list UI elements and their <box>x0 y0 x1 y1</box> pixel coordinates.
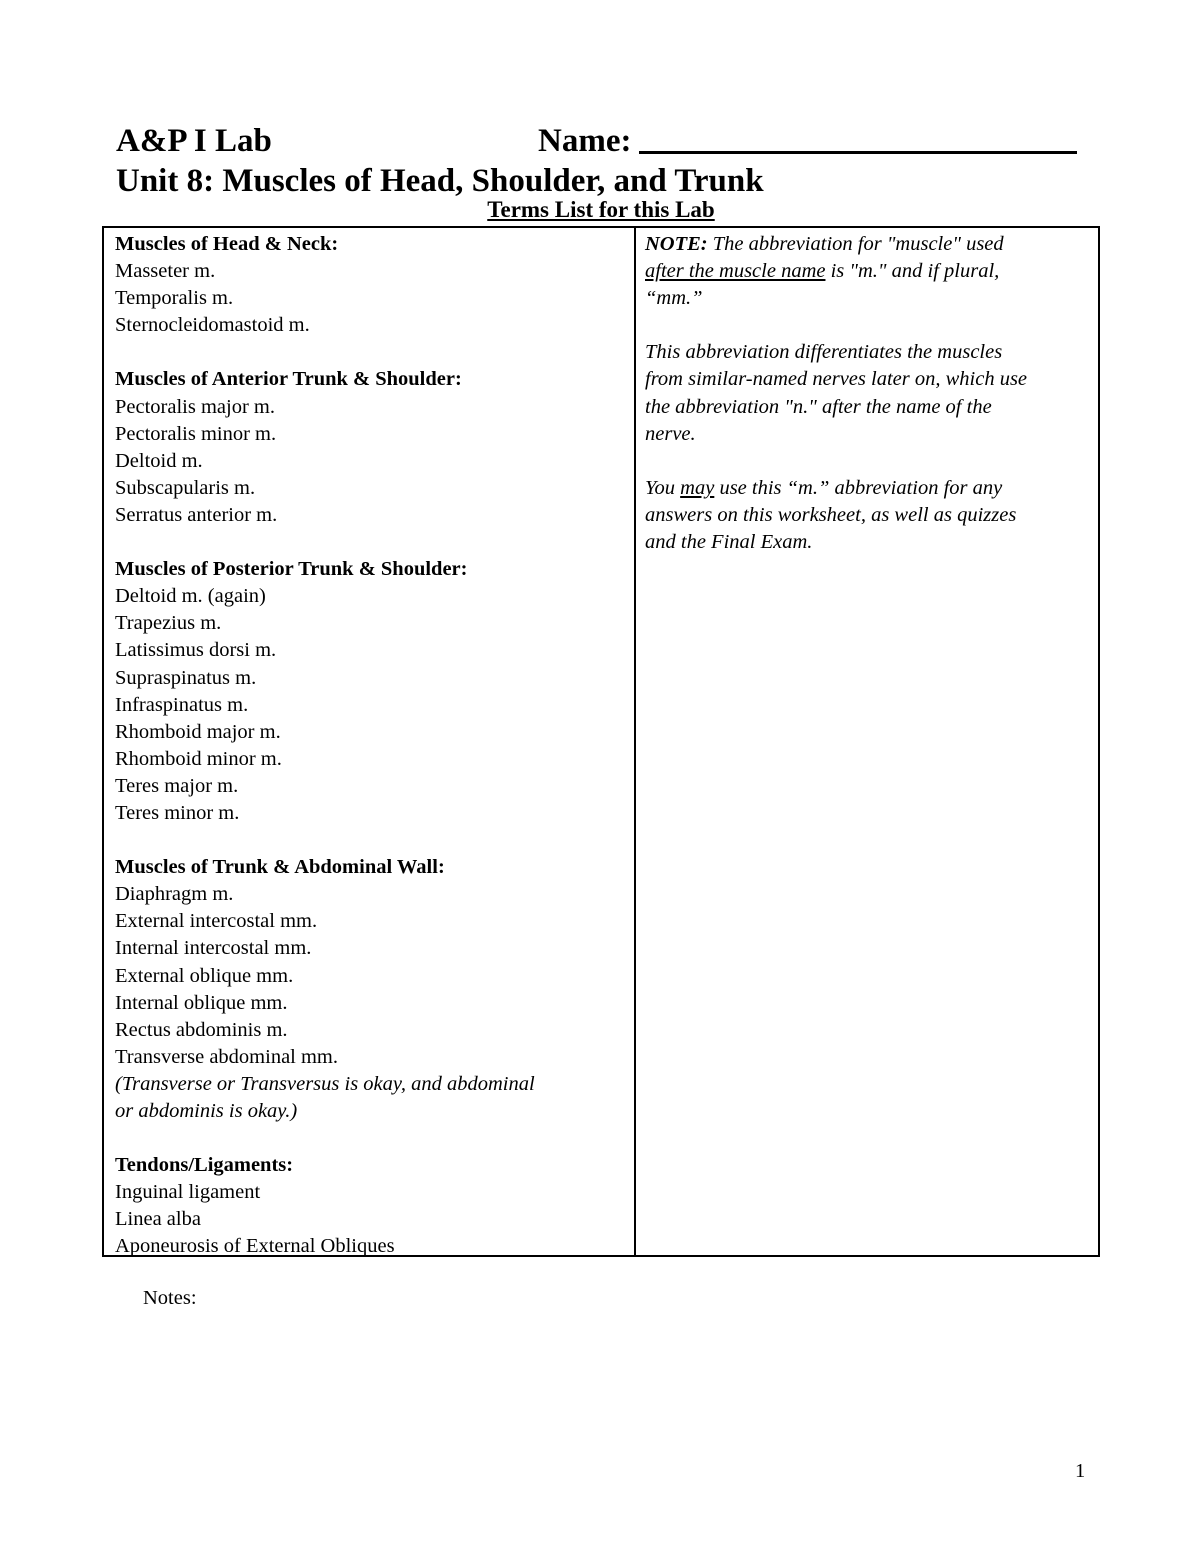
term-item: Teres major m. <box>115 774 239 797</box>
note-underlined-text: may <box>680 476 715 499</box>
term-item: Trapezius m. <box>115 612 222 635</box>
note-column <box>636 228 1098 1255</box>
term-item: Temporalis m. <box>115 287 234 310</box>
term-item: Latissimus dorsi m. <box>115 639 277 662</box>
note-text: is "m." and if plural, <box>825 260 1000 283</box>
terms-column <box>104 228 636 1258</box>
term-item: Linea alba <box>115 1208 201 1231</box>
term-item: Aponeurosis of External Obliques <box>115 1235 395 1258</box>
term-item: Rhomboid major m. <box>115 720 281 743</box>
term-item: Masseter m. <box>115 260 216 283</box>
note-line: and the Final Exam. <box>645 531 813 554</box>
term-item: External oblique mm. <box>115 964 294 987</box>
note-line: the abbreviation "n." after the name of the <box>645 395 992 418</box>
term-item: Pectoralis major m. <box>115 395 275 418</box>
note-line <box>645 231 1090 258</box>
spacer <box>115 827 624 854</box>
section-title: Muscles of Head & Neck: <box>115 233 339 255</box>
term-item: Deltoid m. <box>115 449 203 472</box>
term-item: Supraspinatus m. <box>115 666 257 689</box>
term-item: Internal intercostal mm. <box>115 937 312 960</box>
note-line: “mm.” <box>645 287 703 310</box>
name-blank-line[interactable] <box>639 121 1077 154</box>
note-underlined-text: after the muscle name <box>645 260 826 283</box>
term-note: (Transverse or Transversus is okay, and abdominal <box>115 1072 535 1095</box>
page-header <box>116 112 1096 200</box>
term-item: Sternocleidomastoid m. <box>115 314 310 337</box>
term-note: or abdominis is okay.) <box>115 1100 298 1122</box>
course-title: A&P I Lab <box>116 123 272 159</box>
header-row <box>116 112 1096 160</box>
term-item: Diaphragm m. <box>115 883 234 906</box>
section-title: Muscles of Trunk & Abdominal Wall: <box>115 856 445 879</box>
note-line: answers on this worksheet, as well as quizzes <box>645 503 1017 526</box>
term-item: Internal oblique mm. <box>115 991 288 1014</box>
spacer <box>115 529 624 556</box>
note-line: nerve. <box>645 422 696 445</box>
note-bold-label: NOTE: <box>645 233 708 255</box>
section-title: Muscles of Posterior Trunk & Shoulder: <box>115 558 468 581</box>
terms-heading: Terms List for this Lab <box>487 197 715 222</box>
terms-table <box>102 226 1100 1257</box>
term-item: Serratus anterior m. <box>115 503 278 526</box>
section-title: Muscles of Anterior Trunk & Shoulder: <box>115 368 462 391</box>
term-item: Pectoralis minor m. <box>115 422 277 445</box>
term-item: Inguinal ligament <box>115 1181 261 1204</box>
note-text: You <box>645 476 681 499</box>
notes-label: Notes: <box>143 1287 197 1309</box>
term-item: Infraspinatus m. <box>115 693 249 716</box>
spacer <box>115 339 624 366</box>
term-item: Subscapularis m. <box>115 476 256 499</box>
term-item: Deltoid m. (again) <box>115 585 266 608</box>
section-title: Tendons/Ligaments: <box>115 1154 294 1177</box>
term-item: Transverse abdominal mm. <box>115 1045 339 1068</box>
note-text: use this “m.” abbreviation for any <box>714 476 1003 499</box>
note-line: from similar-named nerves later on, which use <box>645 368 1028 391</box>
note-line <box>645 475 1090 502</box>
unit-title: Unit 8: Muscles of Head, Shoulder, and Trunk <box>116 163 764 199</box>
note-line: This abbreviation differentiates the muscles <box>645 341 1003 364</box>
name-label: Name: <box>538 123 632 159</box>
spacer <box>645 448 1090 475</box>
spacer <box>645 312 1090 339</box>
term-item: Rhomboid minor m. <box>115 747 282 770</box>
term-item: Rectus abdominis m. <box>115 1018 288 1041</box>
note-line <box>645 258 1090 285</box>
page-number: 1 <box>1075 1460 1086 1482</box>
term-item: External intercostal mm. <box>115 910 318 933</box>
term-item: Teres minor m. <box>115 801 240 824</box>
spacer <box>115 1125 624 1152</box>
note-text: The abbreviation for "muscle" used <box>707 233 1004 255</box>
